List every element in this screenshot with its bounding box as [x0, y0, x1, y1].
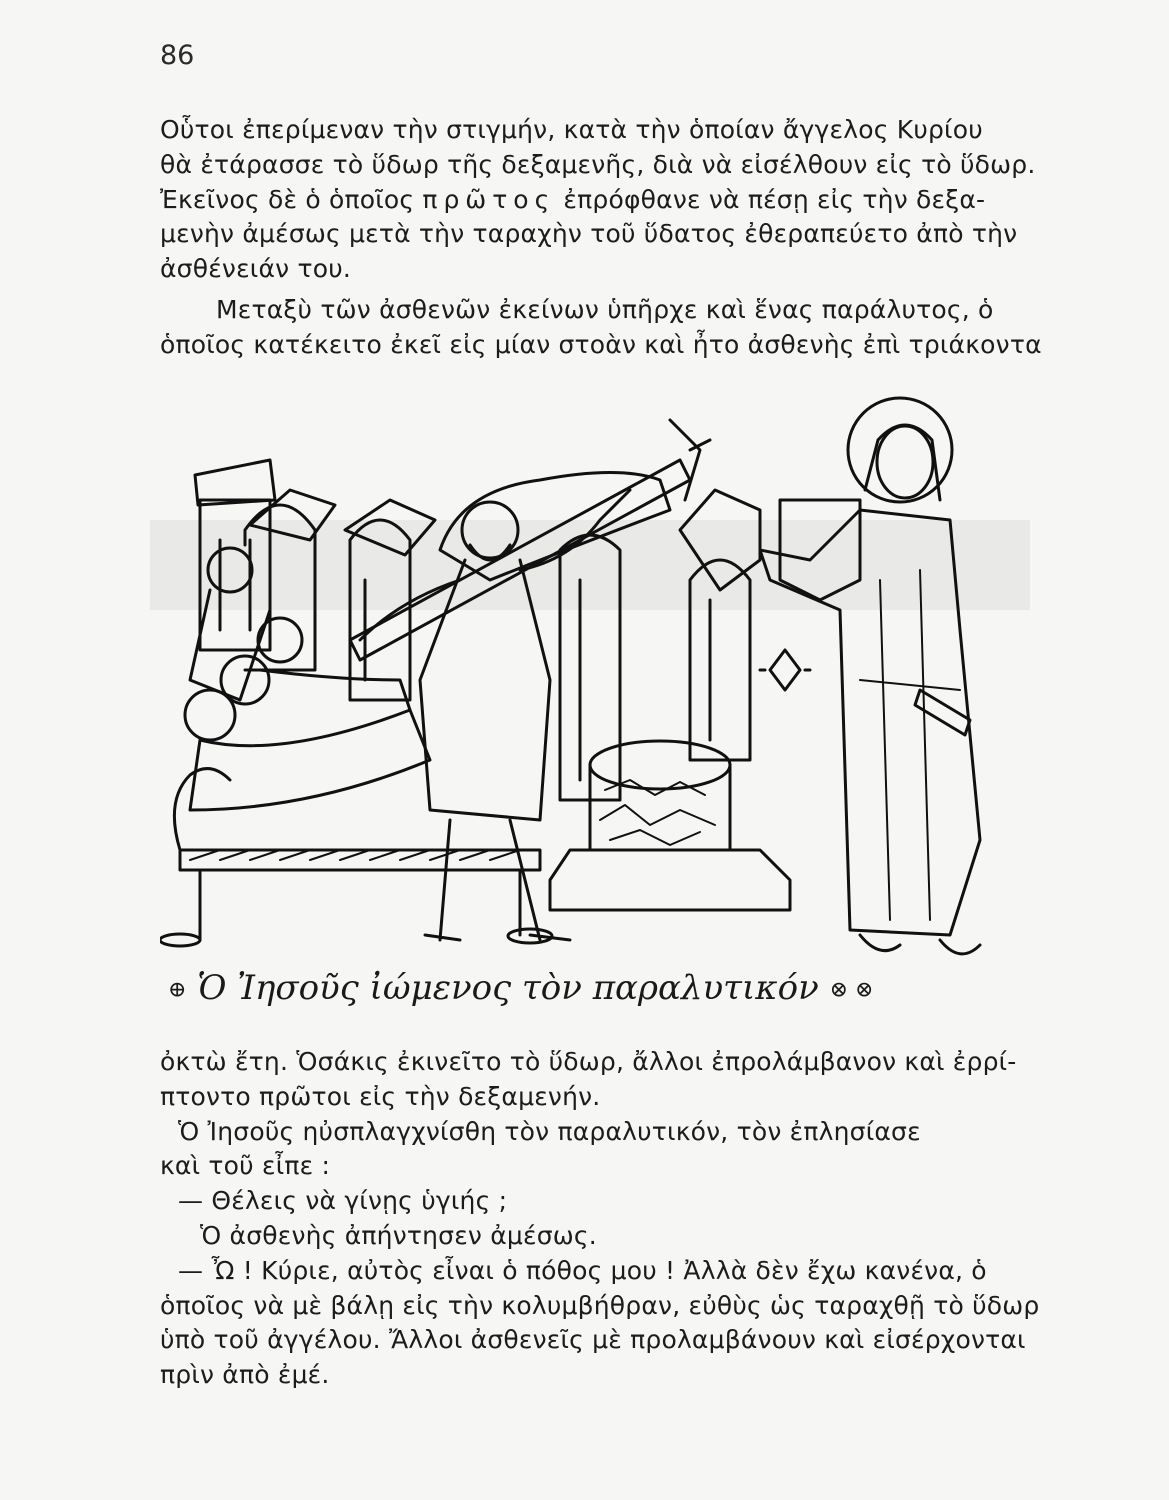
well-body	[590, 765, 730, 850]
building	[245, 505, 315, 670]
building-roof	[250, 490, 335, 540]
text-line: ὁποῖος κατέκειτο ἐκεῖ εἰς μίαν στοὰν καὶ ἦτο ἀσθενὴς ἐπὶ τριάκοντα	[160, 329, 1042, 359]
emphasized-word: πρῶτος	[422, 184, 556, 214]
ornament	[760, 650, 810, 690]
text-line: θὰ ἐτάρασσε τὸ ὕδωρ τῆς δεξαμενῆς, διὰ νὰ εἰσέλθουν εἰς τὸ ὕδωρ.	[160, 149, 1036, 179]
well-rim	[590, 741, 730, 789]
sick-figure-body	[190, 710, 430, 810]
text-line: πτοντο πρῶτοι εἰς τὴν δεξαμενήν.	[160, 1081, 601, 1111]
christ-feet	[860, 935, 980, 954]
text-fragment: ἐπρόφθανε νὰ πέσῃ εἰς τὴν δεξα-	[563, 184, 986, 214]
text-line: μενὴν ἀμέσως μετὰ τὴν ταραχὴν τοῦ ὕδατος ἐθεραπεύετο ἀπὸ τὴν	[160, 219, 1018, 249]
carrier-head	[462, 502, 518, 558]
well-base	[550, 850, 790, 910]
text-line: ὑπὸ τοῦ ἀγγέλου. Ἄλλοι ἀσθενεῖς μὲ προλαμβάνουν καὶ εἰσέρχονται	[160, 1325, 1026, 1355]
building	[680, 490, 760, 590]
sick-figure-head	[185, 690, 235, 740]
christ-head	[877, 426, 933, 498]
text-line: πρὶν ἀπὸ ἐμέ.	[160, 1360, 330, 1390]
caption-text: Ὁ Ἰησοῦς ἰώμενος τὸν παραλυτικόν	[197, 968, 819, 1008]
christ-halo	[848, 398, 952, 502]
page-number: 86	[160, 40, 195, 71]
text-fragment: Ἐκεῖνος δὲ ὁ ὁποῖος	[160, 184, 415, 214]
sick-figure-head	[208, 548, 252, 592]
building	[200, 500, 270, 650]
sick-figure-head	[258, 618, 302, 662]
bottom-text-block	[160, 1045, 1040, 1393]
building	[195, 460, 275, 505]
end-marks: ⊗ ⊗	[829, 977, 874, 1003]
dialog-line: — Θέλεις νὰ γίνῃς ὑγιής ;	[178, 1186, 508, 1216]
dialog-line: Ὁ ἀσθενὴς ἀπήντησεν ἀμέσως.	[200, 1220, 597, 1250]
bed-leg	[160, 934, 200, 946]
carried-mattress	[440, 473, 670, 581]
text-line: ἀσθένειάν του.	[160, 254, 352, 284]
top-text-block	[160, 113, 1042, 363]
carrier-body	[420, 560, 550, 820]
text-line	[160, 183, 1022, 218]
cross-mark: ⊕	[168, 977, 187, 1003]
illustration-caption	[168, 968, 998, 1008]
carrier-legs	[425, 820, 570, 940]
text-line: καὶ τοῦ εἶπε :	[160, 1151, 331, 1181]
text-line: Ὁ Ἰησοῦς ηὐσπλαγχνίσθη τὸν παραλυτικόν, τὸν ἐπλησίασε	[178, 1116, 921, 1146]
building	[350, 520, 410, 700]
christ-robe-folds	[860, 570, 960, 920]
text-line: ὀκτὼ ἔτη. Ὁσάκις ἐκινεῖτο τὸ ὕδωρ, ἄλλοι ἐπρολάμβανον καὶ ἐρρί-	[160, 1047, 1017, 1076]
building-roof	[345, 500, 435, 555]
healing-illustration	[160, 380, 1010, 980]
text-line: Μεταξὺ τῶν ἀσθενῶν ἐκείνων ὑπῆρχε καὶ ἕνας παράλυτος, ὁ	[216, 294, 994, 324]
sick-figure-body	[260, 670, 410, 710]
text-line: ὁποῖος νὰ μὲ βάλῃ εἰς τὴν κολυμβήθραν, εὐθὺς ὡς ταραχθῇ τὸ ὕδωρ	[160, 1290, 1040, 1320]
text-line: Οὗτοι ἐπερίμεναν τὴν στιγμήν, κατὰ τὴν ὁποίαν ἄγγελος Κυρίου	[160, 115, 983, 144]
text-line: — Ὦ ! Κύριε, αὐτὸς εἶναι ὁ πόθος μου ! Ἀλλὰ δὲν ἔχω κανένα, ὁ	[178, 1255, 987, 1285]
